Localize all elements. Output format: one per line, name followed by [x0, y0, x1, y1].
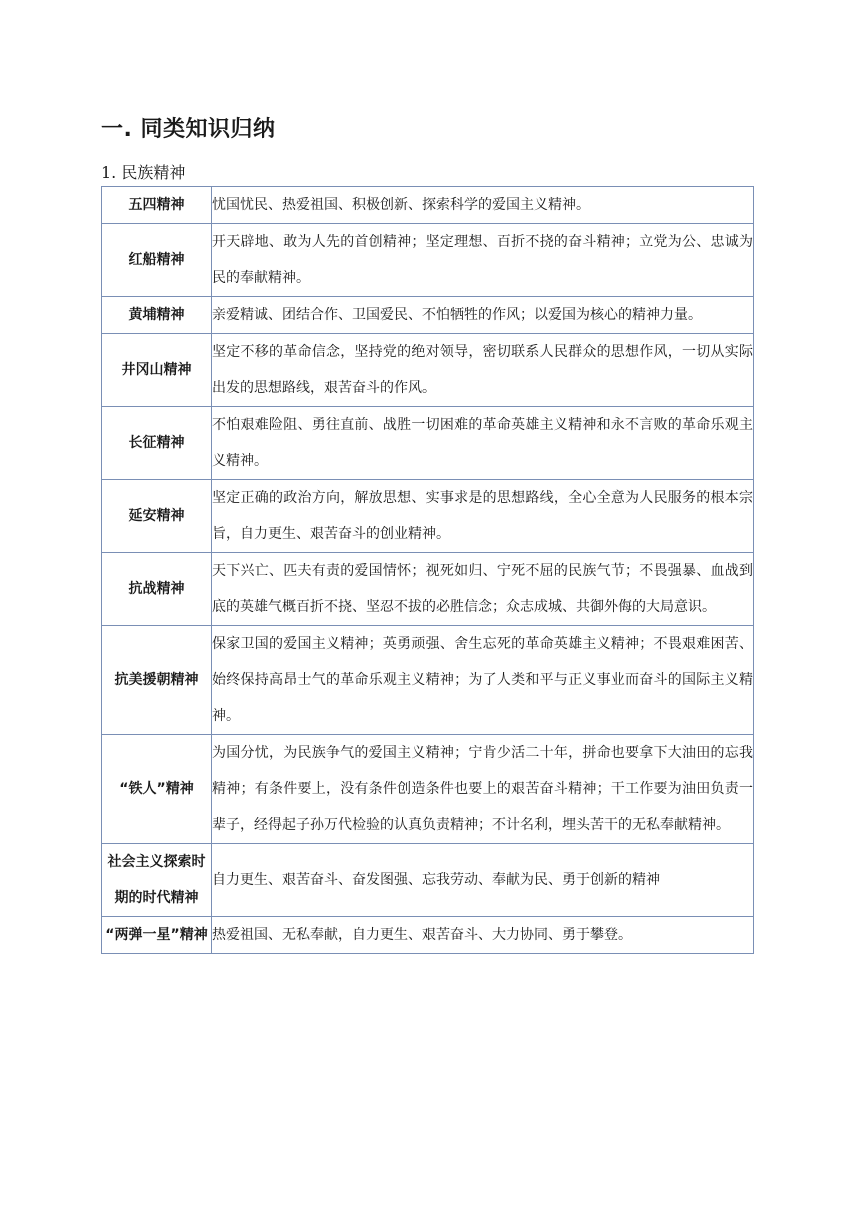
spirit-description-cell: 坚定不移的革命信念，坚持党的绝对领导，密切联系人民群众的思想作风，一切从实际出发的思想路线，艰苦奋斗的作风。 [212, 334, 754, 407]
spirit-name-cell: “两弹一星”精神 [102, 917, 212, 954]
spirit-name-cell: 抗战精神 [102, 553, 212, 626]
spirit-description-cell: 开天辟地、敢为人先的首创精神；坚定理想、百折不挠的奋斗精神；立党为公、忠诚为民的奉献精神。 [212, 224, 754, 297]
spirit-description-cell: 亲爱精诚、团结合作、卫国爱民、不怕牺牲的作风；以爱国为核心的精神力量。 [212, 297, 754, 334]
spirit-name-cell: 社会主义探索时期的时代精神 [102, 844, 212, 917]
spirit-name-cell: 红船精神 [102, 224, 212, 297]
spirit-name-cell: 长征精神 [102, 407, 212, 480]
section-title: 1. 民族精神 [101, 163, 186, 182]
spirit-description-cell: 热爱祖国、无私奉献，自力更生、艰苦奋斗、大力协同、勇于攀登。 [212, 917, 754, 954]
spirit-name-cell: 延安精神 [102, 480, 212, 553]
spirit-description-cell: 为国分忧，为民族争气的爱国主义精神；宁肯少活二十年，拼命也要拿下大油田的忘我精神；有条件要上，没有条件创造条件也要上的艰苦奋斗精神；干工作要为油田负责一辈子，经得起子孙万代检验的认真负责精神；不计名利，埋头苦干的无私奉献精神。 [212, 735, 754, 844]
page-title: 一. 同类知识归纳 [101, 117, 276, 142]
table-row [102, 187, 754, 224]
table-row [102, 917, 754, 954]
table-row [102, 626, 754, 735]
table-row [102, 844, 754, 917]
spirit-description-cell: 自力更生、艰苦奋斗、奋发图强、忘我劳动、奉献为民、勇于创新的精神 [212, 844, 754, 917]
table-row [102, 735, 754, 844]
table-row [102, 407, 754, 480]
spirit-name-cell: “铁人”精神 [102, 735, 212, 844]
table-row [102, 224, 754, 297]
spirit-description-cell: 不怕艰难险阻、勇往直前、战胜一切困难的革命英雄主义精神和永不言败的革命乐观主义精神。 [212, 407, 754, 480]
spirit-name-cell: 抗美援朝精神 [102, 626, 212, 735]
spirit-description-cell: 天下兴亡、匹夫有责的爱国情怀；视死如归、宁死不屈的民族气节；不畏强暴、血战到底的英雄气概百折不挠、坚忍不拔的必胜信念；众志成城、共御外侮的大局意识。 [212, 553, 754, 626]
table-row [102, 480, 754, 553]
spirit-name-cell: 井冈山精神 [102, 334, 212, 407]
spirit-description-cell: 坚定正确的政治方向，解放思想、实事求是的思想路线，全心全意为人民服务的根本宗旨，自力更生、艰苦奋斗的创业精神。 [212, 480, 754, 553]
spirit-description-cell: 保家卫国的爱国主义精神；英勇顽强、舍生忘死的革命英雄主义精神；不畏艰难困苦、始终保持高昂士气的革命乐观主义精神；为了人类和平与正义事业而奋斗的国际主义精神。 [212, 626, 754, 735]
spirit-description-cell: 忧国忧民、热爱祖国、积极创新、探索科学的爱国主义精神。 [212, 187, 754, 224]
table-row [102, 553, 754, 626]
spirit-name-cell: 黄埔精神 [102, 297, 212, 334]
table-row [102, 334, 754, 407]
spirit-name-cell: 五四精神 [102, 187, 212, 224]
spirit-table [101, 186, 754, 954]
table-row [102, 297, 754, 334]
